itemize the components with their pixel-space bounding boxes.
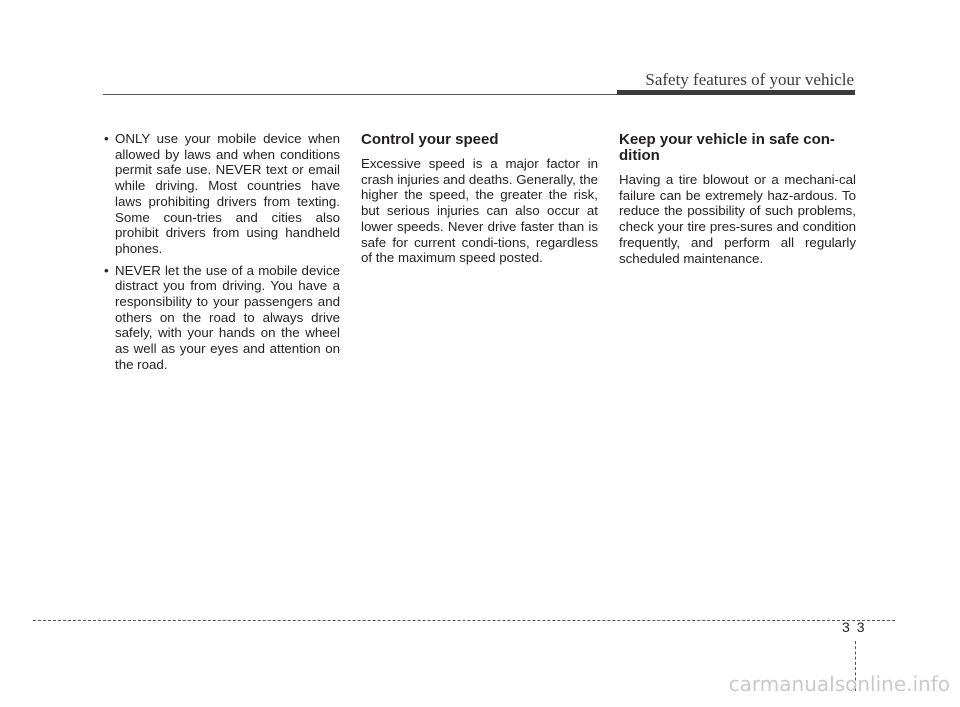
footer-divider: [33, 620, 895, 621]
list-item: • ONLY use your mobile device when allowed by laws and when conditions permit safe use. NEVER text or email while driving. Most countries have laws prohibiting drivers from texting. Some coun-tries and cities also prohibit drivers from using handheld phones.: [103, 131, 340, 257]
column-left: [103, 131, 340, 379]
page-number: [842, 619, 865, 635]
chapter-number: 3: [842, 619, 850, 635]
bullet-list: [103, 131, 340, 373]
watermark-text: carmanualsonline.info: [728, 672, 950, 696]
section-body-safe-condition: Having a tire blowout or a mechani-cal failure can be extremely haz-ardous. To reduce the possibility of such problems, check your tire pres-sures and condition frequently, and perform all regularly scheduled maintenance.: [619, 172, 856, 266]
section-body-control-speed: Excessive speed is a major factor in crash injuries and deaths. Generally, the higher the speed, the greater the risk, but serious injuries can also occur at lower speeds. Never drive faster than is safe for current condi-tions, regardless of the maximum speed posted.: [361, 156, 599, 266]
page-header-title: Safety features of your vehicle: [645, 70, 854, 89]
column-middle: [361, 131, 598, 266]
section-heading-safe-condition: Keep your vehicle in safe con-dition: [619, 131, 835, 164]
header-rule-accent: [617, 90, 855, 95]
section-heading-control-speed: Control your speed: [361, 131, 499, 148]
list-item: • NEVER let the use of a mobile device distract you from driving. You have a responsibility to your passengers and others on the road to always drive safely, with your hands on the wheel as well as your eyes and attention on the road.: [103, 263, 340, 373]
page-number-value: 3: [856, 619, 865, 635]
column-right: [619, 131, 856, 266]
